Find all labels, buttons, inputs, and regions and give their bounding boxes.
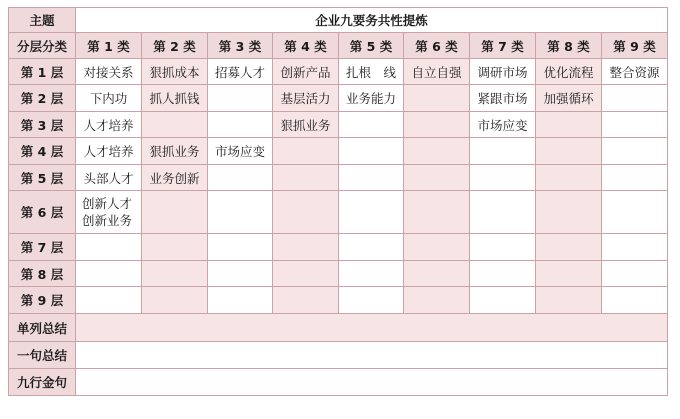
- table-cell: 对接关系: [76, 59, 142, 85]
- table-cell: [273, 138, 339, 165]
- table-cell: [470, 138, 536, 165]
- row-label: 第 2 层: [9, 85, 76, 112]
- table-cell: [339, 138, 404, 165]
- table-cell: [339, 261, 404, 287]
- table-cell: [273, 287, 339, 314]
- table-cell: [339, 112, 404, 138]
- table-cell: [536, 165, 602, 191]
- column-header-2: 第 2 类: [142, 33, 208, 59]
- summary-content-cell: [76, 369, 668, 396]
- column-header-4: 第 4 类: [273, 33, 339, 59]
- column-header-7: 第 7 类: [470, 33, 536, 59]
- table-cell: [602, 165, 668, 191]
- table-cell: [602, 138, 668, 165]
- table-cell: 自立自强: [404, 59, 470, 85]
- table-cell: 狠抓成本: [142, 59, 208, 85]
- table-cell: [339, 191, 404, 234]
- title-row: [9, 8, 668, 33]
- header-label: 分层分类: [9, 33, 76, 59]
- table-cell: 招募人才: [208, 59, 273, 85]
- summary-label: 单列总结: [9, 314, 76, 342]
- row-label: 第 8 层: [9, 261, 76, 287]
- summary-column-row: [9, 314, 668, 342]
- table-cell: [470, 261, 536, 287]
- table-cell: 人才培养: [76, 138, 142, 165]
- table-cell: [339, 165, 404, 191]
- table-cell: [404, 138, 470, 165]
- table-cell: [142, 112, 208, 138]
- table-cell: [208, 165, 273, 191]
- table-row: [9, 234, 668, 261]
- table-cell: [273, 165, 339, 191]
- table-cell: [273, 191, 339, 234]
- table-cell: 市场应变: [470, 112, 536, 138]
- column-header-8: 第 8 类: [536, 33, 602, 59]
- table-cell: [602, 287, 668, 314]
- summary-content-cell: [76, 342, 668, 369]
- table-cell: [536, 191, 602, 234]
- table-cell: [404, 165, 470, 191]
- table-cell: [470, 191, 536, 234]
- table-cell: 调研市场: [470, 59, 536, 85]
- column-header-6: 第 6 类: [404, 33, 470, 59]
- table-cell: [404, 234, 470, 261]
- row-label: 第 9 层: [9, 287, 76, 314]
- table-cell: [208, 287, 273, 314]
- summary-label: 一句总结: [9, 342, 76, 369]
- row-label: 第 3 层: [9, 112, 76, 138]
- table-cell: [602, 234, 668, 261]
- table-cell: 狠抓业务: [273, 112, 339, 138]
- table-cell: [76, 287, 142, 314]
- table-cell: 紧跟市场: [470, 85, 536, 112]
- summary-label: 九行金句: [9, 369, 76, 396]
- row-label: 第 6 层: [9, 191, 76, 234]
- table-cell: [404, 261, 470, 287]
- table-body: [9, 8, 668, 396]
- table-cell: [536, 287, 602, 314]
- table-row: [9, 85, 668, 112]
- table-cell: [470, 165, 536, 191]
- table-cell: [470, 234, 536, 261]
- table-cell: 业务创新: [142, 165, 208, 191]
- table-cell: [273, 234, 339, 261]
- table-cell: 整合资源: [602, 59, 668, 85]
- table-cell: 创新产品: [273, 59, 339, 85]
- table-cell: [404, 112, 470, 138]
- table-cell: 基层活力: [273, 85, 339, 112]
- table-cell: 狠抓业务: [142, 138, 208, 165]
- table-cell: [602, 112, 668, 138]
- corner-label: 主题: [9, 8, 76, 33]
- summary-table-container: [8, 7, 668, 396]
- table-row: [9, 261, 668, 287]
- table-cell: [470, 287, 536, 314]
- table-cell: 优化流程: [536, 59, 602, 85]
- table-cell: [142, 234, 208, 261]
- column-header-3: 第 3 类: [208, 33, 273, 59]
- table-row: [9, 59, 668, 85]
- row-label: 第 4 层: [9, 138, 76, 165]
- summary-table: [8, 7, 668, 396]
- table-cell: [536, 112, 602, 138]
- column-header-9: 第 9 类: [602, 33, 668, 59]
- table-cell: 下内功: [76, 85, 142, 112]
- table-cell: [339, 234, 404, 261]
- table-cell: [404, 287, 470, 314]
- row-label: 第 1 层: [9, 59, 76, 85]
- table-cell: [602, 85, 668, 112]
- table-cell: [602, 191, 668, 234]
- summary-sentence-row: [9, 342, 668, 369]
- table-cell: [404, 85, 470, 112]
- table-cell: [208, 191, 273, 234]
- table-cell: [602, 261, 668, 287]
- table-cell: [142, 191, 208, 234]
- table-cell: [273, 261, 339, 287]
- table-cell: [208, 261, 273, 287]
- row-label: 第 5 层: [9, 165, 76, 191]
- table-cell: [142, 261, 208, 287]
- table-row: [9, 112, 668, 138]
- summary-content-cell: [76, 314, 668, 342]
- table-row: [9, 191, 668, 234]
- table-cell: [339, 287, 404, 314]
- header-row: [9, 33, 668, 59]
- column-header-5: 第 5 类: [339, 33, 404, 59]
- table-row: [9, 165, 668, 191]
- table-cell: 业务能力: [339, 85, 404, 112]
- table-row: [9, 138, 668, 165]
- table-cell: 扎根 线: [339, 59, 404, 85]
- column-header-1: 第 1 类: [76, 33, 142, 59]
- table-title: 企业九要务共性提炼: [76, 8, 668, 33]
- table-cell: 创新人才 创新业务: [76, 191, 142, 234]
- table-cell: [536, 234, 602, 261]
- table-cell: [76, 261, 142, 287]
- table-cell: 人才培养: [76, 112, 142, 138]
- table-cell: [142, 287, 208, 314]
- table-row: [9, 287, 668, 314]
- table-cell: 头部人才: [76, 165, 142, 191]
- table-cell: [208, 234, 273, 261]
- summary-verse-row: [9, 369, 668, 396]
- table-cell: [536, 138, 602, 165]
- row-label: 第 7 层: [9, 234, 76, 261]
- table-cell: 加强循环: [536, 85, 602, 112]
- table-cell: [536, 261, 602, 287]
- table-cell: 市场应变: [208, 138, 273, 165]
- table-cell: [404, 191, 470, 234]
- table-cell: 抓人抓钱: [142, 85, 208, 112]
- table-cell: [76, 234, 142, 261]
- table-cell: [208, 112, 273, 138]
- table-cell: [208, 85, 273, 112]
